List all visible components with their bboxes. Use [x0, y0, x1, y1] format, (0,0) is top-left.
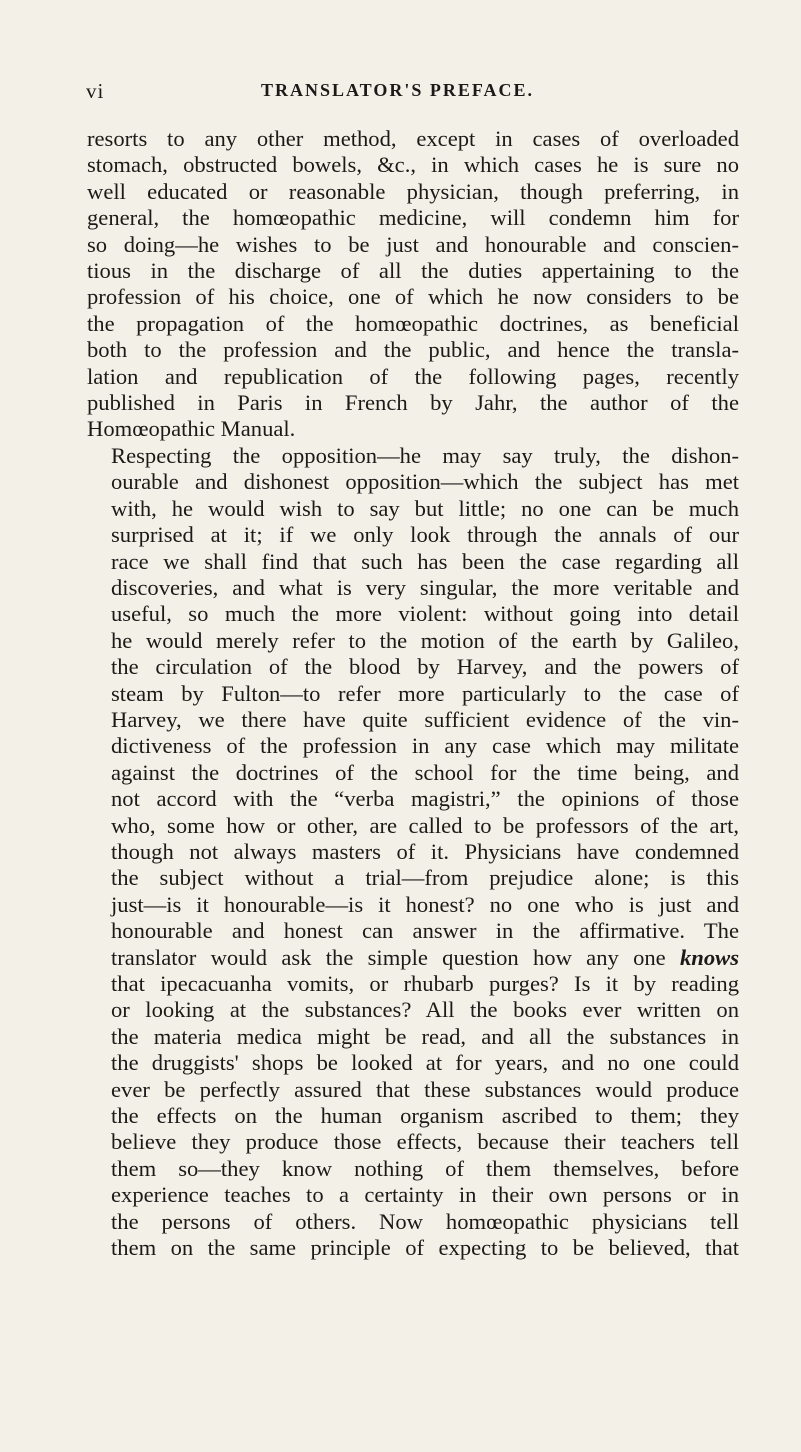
text-line: profession of his choice, one of which he now considers to be	[87, 284, 739, 310]
text-line: the propagation of the homœopathic doctrines, as beneficial	[87, 310, 739, 336]
text-line: though not always masters of it. Physicians have condemned	[111, 838, 739, 864]
text-line: well educated or reasonable physician, though preferring, in	[87, 178, 739, 204]
text-line: stomach, obstructed bowels, &c., in which cases he is sure no	[87, 152, 739, 178]
text-line: Respecting the opposition—he may say truly, the dishon-	[111, 442, 739, 468]
text-line: against the doctrines of the school for the time being, and	[111, 759, 739, 785]
running-head	[86, 79, 706, 105]
text-line: steam by Fulton—to refer more particularly to the case of	[111, 680, 739, 706]
text-line: discoveries, and what is very singular, the more veritable and	[111, 574, 739, 600]
text-line: general, the homœopathic medicine, will condemn him for	[87, 205, 739, 231]
text-line: race we shall find that such has been the case regarding all	[111, 548, 739, 574]
page-number: vi	[86, 79, 105, 103]
text-line-part: translator would ask the simple question how any one	[111, 944, 680, 970]
text-line: useful, so much the more violent: without going into detail	[111, 601, 739, 627]
running-head-title: TRANSLATOR'S PREFACE.	[261, 80, 535, 100]
text-line: ourable and dishonest opposition—which the subject has met	[111, 469, 739, 495]
text-line: ever be perfectly assured that these substances would produce	[111, 1076, 739, 1102]
text-line: or looking at the substances? All the books ever written on	[111, 997, 739, 1023]
text-line: the druggists' shops be looked at for years, and no one could	[111, 1050, 739, 1076]
text-line: published in Paris in French by Jahr, the author of the	[87, 390, 739, 416]
text-line: the effects on the human organism ascribed to them; they	[111, 1103, 739, 1129]
text-line: them so—they know nothing of them themselves, before	[111, 1155, 739, 1181]
text-line: the materia medica might be read, and all the substances in	[111, 1023, 739, 1049]
paragraph-1	[87, 126, 739, 443]
text-line: tious in the discharge of all the duties appertaining to the	[87, 258, 739, 284]
text-line: the circulation of the blood by Harvey, and the powers of	[111, 654, 739, 680]
text-line: not accord with the “verba magistri,” the opinions of those	[111, 786, 739, 812]
text-line: resorts to any other method, except in cases of overloaded	[87, 126, 739, 151]
text-line: believe they produce those effects, because their teachers tell	[111, 1129, 739, 1155]
text-line: he would merely refer to the motion of the earth by Galileo,	[111, 627, 739, 653]
paragraph-2	[87, 443, 739, 1262]
text-line: dictiveness of the profession in any case which may militate	[111, 733, 739, 759]
body-text	[87, 126, 739, 1261]
text-line: honourable and honest can answer in the affirmative. The	[111, 918, 739, 944]
text-line: surprised at it; if we only look through the annals of our	[111, 522, 739, 548]
text-line: with, he would wish to say but little; no one can be much	[111, 495, 739, 521]
text-line: experience teaches to a certainty in their own persons or in	[111, 1182, 739, 1208]
text-line: Harvey, we there have quite sufficient evidence of the vin-	[111, 706, 739, 732]
text-line: who, some how or other, are called to be professors of the art,	[111, 812, 739, 838]
text-line: lation and republication of the following pages, recently	[87, 363, 739, 389]
text-line: the subject without a trial—from prejudice alone; is this	[111, 865, 739, 891]
text-line: so doing—he wishes to be just and honourable and conscien-	[87, 231, 739, 257]
text-line: them on the same principle of expecting to be believed, that	[111, 1235, 739, 1261]
text-line: just—is it honourable—is it honest? no one who is just and	[111, 891, 739, 917]
text-line: Homœopathic Manual.	[87, 416, 296, 442]
emphasized-word: knows	[679, 944, 739, 970]
text-line: the persons of others. Now homœopathic physicians tell	[111, 1208, 739, 1234]
text-line-with-emphasis	[87, 945, 739, 971]
text-line: that ipecacuanha vomits, or rhubarb purges? Is it by reading	[111, 971, 739, 996]
text-line: both to the profession and the public, and hence the transla-	[87, 337, 739, 363]
